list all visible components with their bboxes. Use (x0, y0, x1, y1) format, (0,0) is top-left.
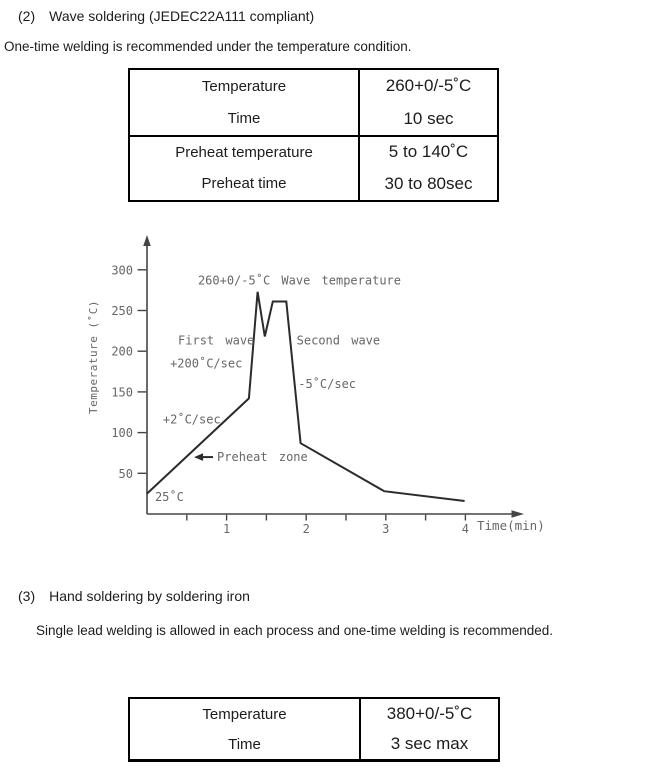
x-tick-label: 1 (222, 522, 231, 536)
section3-intro: Single lead welding is allowed in each process and one-time welding is recommended. (36, 623, 554, 638)
chart-annotation: 25˚C (154, 489, 184, 504)
y-tick-label: 250 (111, 304, 133, 318)
chart-annotation: +2˚C/sec (162, 412, 221, 427)
x-axis-arrow-icon (512, 510, 525, 518)
y-tick-label: 50 (118, 466, 133, 481)
chart-annotation: +200˚C/sec (170, 356, 243, 371)
section2-heading (18, 8, 314, 24)
y-axis-title: Temperature (˚C) (87, 300, 100, 414)
y-tick-label: 150 (111, 385, 133, 400)
table-cell-label: Time (130, 729, 361, 759)
x-tick-label: 3 (382, 522, 390, 536)
section2-number: (2) (18, 8, 36, 24)
table-cell-value: 3 sec max (390, 734, 469, 753)
wave-soldering-spec-table (128, 68, 499, 202)
table-cell-label: Temperature (130, 699, 361, 729)
section3-heading (18, 588, 250, 604)
chart-annotation: First wave (178, 333, 255, 348)
section3-number: (3) (18, 588, 36, 604)
table-cell-value: 10 sec (403, 108, 454, 128)
x-axis-title: Time(min) (477, 518, 545, 533)
temperature-profile-curve (147, 292, 465, 501)
table-cell-value: 260+0/-5˚C (385, 76, 472, 96)
y-tick-label: 200 (111, 344, 133, 359)
section3-title: Hand soldering by soldering iron (49, 588, 250, 604)
wave-soldering-profile-chart (0, 228, 659, 540)
table-cell-label: Time (130, 103, 360, 136)
table-cell-value: 30 to 80sec (384, 173, 473, 193)
chart-annotation: 260+0/-5˚C Wave temperature (197, 273, 402, 288)
table-cell-value: 5 to 140˚C (360, 135, 497, 168)
table-cell-label: Preheat time (130, 168, 360, 201)
chart-annotation: Preheat zone (217, 450, 308, 465)
preheat-zone-arrow-icon (194, 453, 203, 461)
y-tick-label: 100 (111, 426, 133, 441)
table-cell-label: Temperature (130, 70, 360, 103)
chart-annotation: Second wave (296, 333, 381, 348)
chart-annotation: -5˚C/sec (298, 376, 357, 391)
x-tick-label: 4 (461, 522, 470, 536)
table-cell-label: Preheat temperature (130, 135, 360, 168)
section2-intro: One-time welding is recommended under the temperature condition. (4, 39, 412, 54)
x-tick-label: 2 (302, 522, 310, 536)
section2-title: Wave soldering (JEDEC22A111 compliant) (49, 8, 315, 24)
table-cell-value: 380+0/-5˚C (386, 704, 473, 723)
y-tick-label: 300 (111, 263, 133, 278)
y-axis-arrow-icon (143, 235, 151, 246)
hand-soldering-spec-table (128, 697, 500, 762)
